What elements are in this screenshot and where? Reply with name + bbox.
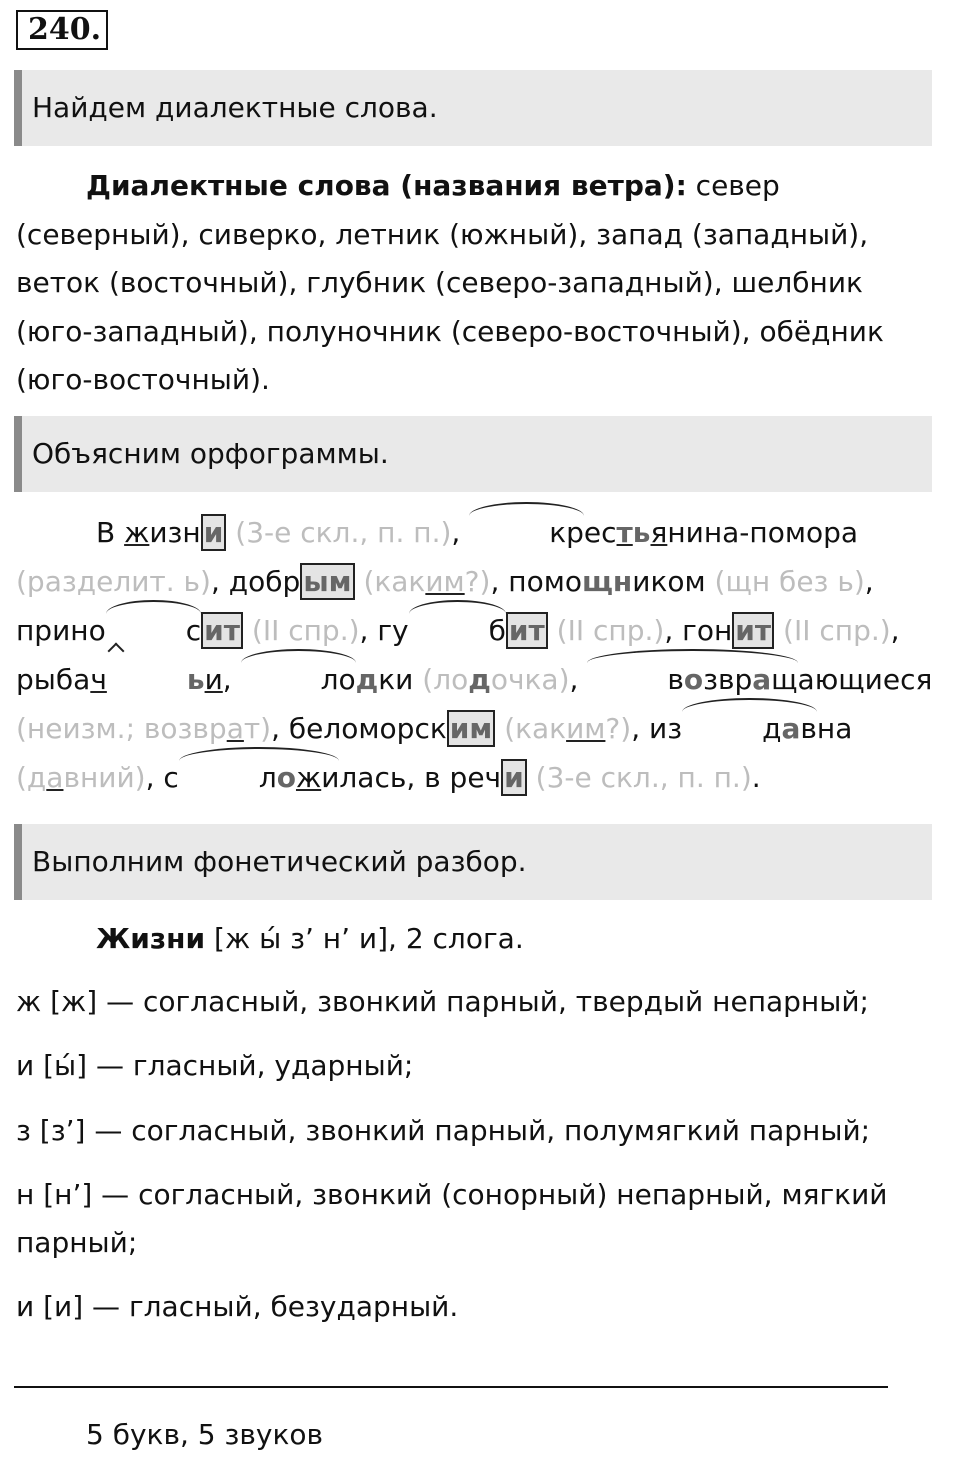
phonetic-word-line <box>96 922 524 955</box>
phonetic-word: Жизни <box>96 922 206 955</box>
phonetic-line-y: и [ы́] — гласный, ударный; <box>16 1049 414 1082</box>
phonetic-line-n: н [н’] — согласный, звонкий (сонорный) непарный, мягкий <box>16 1178 888 1211</box>
exercise-number: 240. <box>16 10 108 50</box>
divider <box>14 1386 888 1388</box>
phonetic-line-zh: ж [ж] — согласный, звонкий парный, твердый непарный; <box>16 985 869 1018</box>
dialect-paragraph <box>16 162 941 405</box>
phonetic-line-n-cont: парный; <box>16 1226 138 1259</box>
dialect-body: север (северный), сиверко, летник (южный), запад (западный), веток (восточный), глубник (северо-западный), шелбник (юго-западный), полуночник (северо-восточный), обёдник (юго-восточный). <box>16 169 884 396</box>
dialect-lead: Диалектные слова (названия ветра): <box>86 169 687 202</box>
section-header-orthograms: Объясним орфограммы. <box>14 416 932 492</box>
section-header-dialect: Найдем диалектные слова. <box>14 70 932 146</box>
phonetic-line-i: и [и] — гласный, безударный. <box>16 1290 459 1323</box>
phonetic-summary: 5 букв, 5 звуков <box>86 1418 323 1451</box>
section-header-phonetic: Выполним фонетический разбор. <box>14 824 932 900</box>
phonetic-line-z: з [з’] — согласный, звонкий парный, полумягкий парный; <box>16 1114 871 1147</box>
orthogram-paragraph: В жизн и (3-е скл., п. п.), крестьянина-помора (разделит. ь), добр ым (каким?), помощником (щн без ь), прино с ит (II спр.), гу б ит (II спр.), гон ит (II спр.), рыбач ьи, лодки (лодочка), возвращающиеся (неизм.; возврат), беломорск им (каким?), из давна (давний), с ложилась, в реч и (3-е скл., п. п.). <box>16 508 941 802</box>
phonetic-transcription: [ж ы́ з’ н’ и], 2 слога. <box>205 922 524 955</box>
